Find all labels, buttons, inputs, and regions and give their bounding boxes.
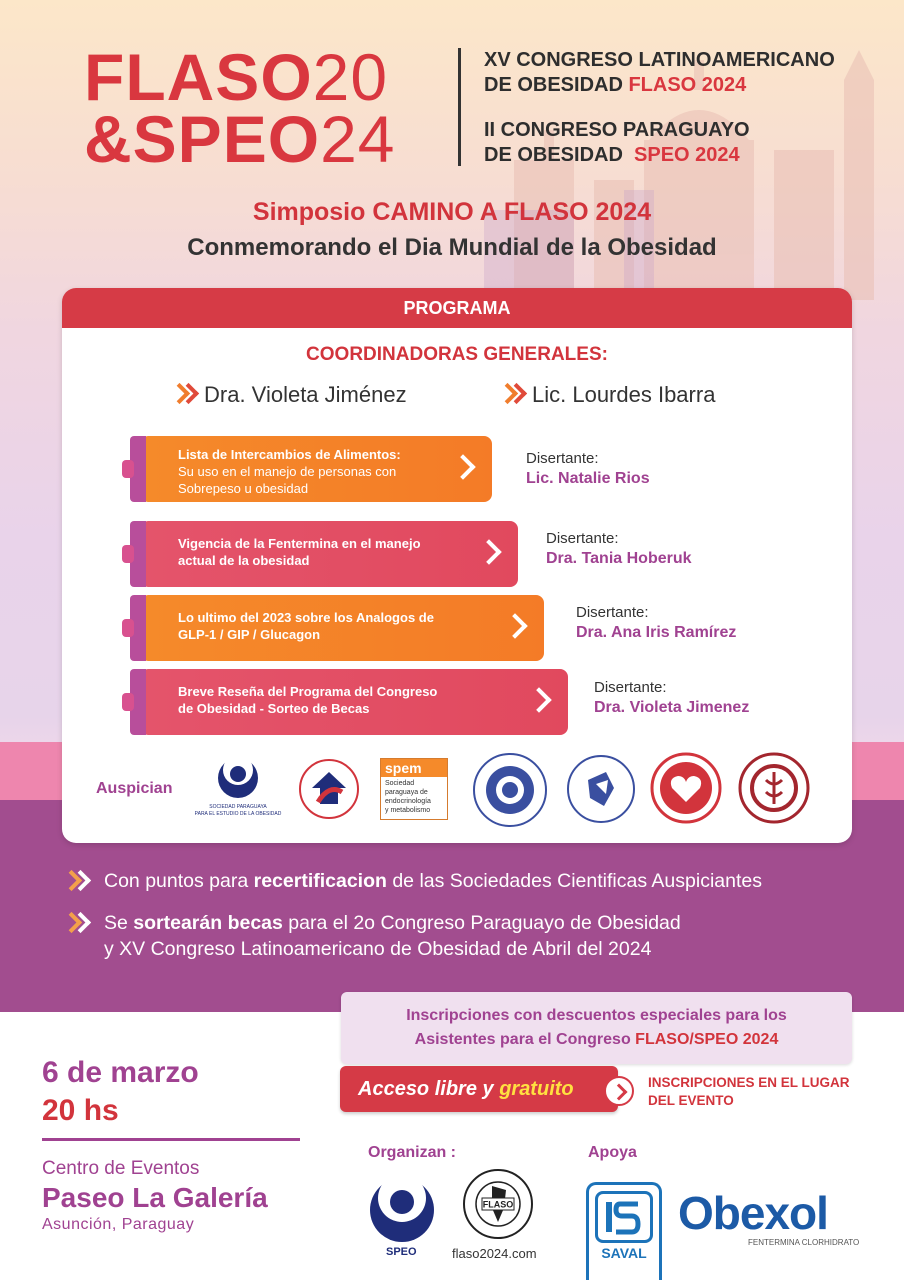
chevron-right-icon (506, 613, 532, 643)
logo-number-20: 20 (312, 40, 389, 114)
speaker-3 (576, 604, 736, 642)
speaker-1 (526, 450, 650, 488)
organizan-label: Organizan : (368, 1144, 457, 1161)
flaso-logo-line (84, 40, 389, 114)
flaso-website: flaso2024.com (452, 1246, 537, 1261)
disertante-label: Disertante: (576, 604, 649, 621)
topic-4-title-line1: Breve Reseña del Programa del Congreso (178, 684, 438, 699)
congress-flaso-line2 (484, 73, 835, 98)
disertante-label: Disertante: (526, 450, 599, 467)
coordinadoras-title: COORDINADORAS GENERALES: (306, 344, 608, 365)
topic-1 (144, 436, 492, 502)
bullet-recertificacion (64, 868, 762, 894)
flaso-organizer-seal-logo (462, 1168, 534, 1240)
flaso-badge-text: FLASO (482, 1199, 514, 1210)
chevron-right-icon (64, 870, 88, 894)
spo-line1: SOCIEDAD PARAGUAYA (209, 804, 267, 810)
topic-1-subtitle-line2: Sobrepeso u obesidad (178, 481, 309, 496)
spo-sponsor-logo (190, 756, 286, 826)
inscripciones-line2-prefix: Asistentes para el Congreso (414, 1031, 636, 1048)
chevron-right-icon (480, 539, 506, 569)
nutricion-society-seal-logo (566, 754, 636, 824)
congress-flaso-line1: XV CONGRESO LATINOAMERICANO (484, 49, 835, 71)
bullet-2-line2: y XV Congreso Latinoamericano de Obesidad de Abril del 2024 (104, 938, 652, 960)
venue-divider (42, 1138, 300, 1141)
spem-line4: y metabolismo (385, 807, 431, 814)
simposio-title: Simposio CAMINO A FLASO 2024 (252, 198, 652, 226)
event-time: 20 hs (42, 1094, 119, 1127)
acceso-highlight: gratuito (499, 1078, 574, 1100)
auspician-label: Auspician (96, 780, 173, 797)
obexol-subtitle: FENTERMINA CLORHIDRATO (748, 1238, 860, 1247)
topic-3-title-line1: Lo ultimo del 2023 sobre los Analogos de (178, 610, 434, 625)
speaker-1-name: Lic. Natalie Rios (526, 470, 650, 487)
conmemorando-subtitle: Conmemorando el Dia Mundial de la Obesidad (187, 234, 717, 261)
graduados-nutricion-seal-logo (738, 752, 810, 824)
event-datetime (42, 1054, 199, 1130)
topic-tab (130, 669, 146, 735)
chevron-right-icon (454, 454, 480, 484)
disertante-label: Disertante: (546, 530, 619, 547)
spem-text-logo (380, 758, 448, 820)
acceso-prefix: Acceso libre y (358, 1078, 500, 1100)
topic-tab (130, 521, 146, 587)
congress-speo-line2 (484, 143, 750, 168)
coordinadora-2-name: Lic. Lourdes Ibarra (532, 382, 716, 407)
chevron-right-icon (530, 687, 556, 717)
coordinadora-2 (500, 382, 715, 408)
saval-label: SAVAL (601, 1245, 647, 1261)
topic-2-title-line1: Vigencia de la Fentermina en el manejo (178, 536, 421, 551)
coordinadora-1 (172, 382, 407, 408)
speaker-2 (546, 530, 692, 568)
header-divider (458, 48, 461, 166)
bullet-2-prefix: Se (104, 912, 134, 934)
speaker-2-name: Dra. Tania Hoberuk (546, 550, 692, 567)
congress-speo-highlight: SPEO 2024 (634, 144, 740, 166)
congress-flaso-prefix: DE OBESIDAD (484, 74, 623, 96)
spem-badge: spem (381, 759, 447, 777)
venue-name: Paseo La Galería (42, 1182, 268, 1213)
inscripciones-line1: Inscripciones con descuentos especiales para los (406, 1007, 787, 1024)
programa-header: PROGRAMA (62, 288, 852, 328)
logo-word-speo: &SPEO (84, 102, 321, 176)
disertante-label: Disertante: (594, 679, 667, 696)
inscripciones-lugar-line2: DEL EVENTO (648, 1093, 734, 1108)
spo-line2: PARA EL ESTUDIO DE LA OBESIDAD (194, 811, 282, 817)
spem-line3: endocrinología (385, 798, 431, 805)
congress-flaso-title (484, 48, 835, 98)
venue-city: Asunción, Paraguay (42, 1216, 195, 1233)
spem-line2: paraguaya de (385, 789, 428, 796)
bullet-2-bold: sortearán becas (133, 912, 283, 934)
inscripciones-lugar (648, 1074, 868, 1110)
chevron-right-icon (500, 383, 524, 407)
saval-logo (586, 1182, 662, 1280)
topic-tab (130, 595, 146, 661)
bullet-becas (64, 910, 681, 962)
chevron-right-icon (64, 912, 88, 936)
chevron-right-icon (172, 383, 196, 407)
speo-organizer-logo (366, 1172, 438, 1244)
inscripciones-line2-highlight: FLASO/SPEO 2024 (635, 1031, 779, 1048)
inscripciones-discount-box (341, 992, 852, 1064)
topic-1-subtitle-line1: Su uso en el manejo de personas con (178, 464, 397, 479)
programa-card (62, 288, 852, 843)
speaker-4-name: Dra. Violeta Jimenez (594, 699, 750, 716)
congress-speo-line1: II CONGRESO PARAGUAYO (484, 119, 750, 141)
heart-society-seal-logo (650, 752, 722, 824)
bullet-1-prefix: Con puntos para (104, 870, 254, 892)
topic-3-title-line2: GLP-1 / GIP / Glucagon (178, 627, 321, 642)
bullet-1-suffix: de las Sociedades Cientificas Auspiciantes (386, 870, 762, 892)
speo-logo-line (84, 102, 396, 176)
logo-word-flaso: FLASO (84, 40, 313, 114)
bullet-2-suffix: para el 2o Congreso Paraguayo de Obesidad (282, 912, 681, 934)
topic-1-title: Lista de Intercambios de Alimentos: (178, 447, 401, 462)
speo-label: SPEO (386, 1246, 417, 1258)
topic-2 (144, 521, 518, 587)
coordinadora-1-name: Dra. Violeta Jiménez (204, 382, 407, 407)
congress-speo-title (484, 118, 750, 168)
obexol-logo: Obexol (678, 1187, 828, 1239)
inscripciones-lugar-line1: INSCRIPCIONES EN EL LUGAR (648, 1075, 850, 1090)
arrow-right-circle-icon (604, 1076, 634, 1106)
speaker-3-name: Dra. Ana Iris Ramírez (576, 624, 737, 641)
acceso-libre-banner (340, 1066, 618, 1112)
logo-number-24: 24 (320, 102, 396, 176)
topic-3 (144, 595, 544, 661)
congress-speo-prefix: DE OBESIDAD (484, 144, 623, 166)
bullet-1-bold: recertificacion (253, 870, 387, 892)
topic-2-title-line2: actual de la obesidad (178, 553, 310, 568)
spem-line1: Sociedad (385, 780, 415, 787)
topic-4 (144, 669, 568, 735)
congress-flaso-highlight: FLASO 2024 (628, 74, 747, 96)
topic-4-title-line2: de Obesidad - Sorteo de Becas (178, 701, 370, 716)
nutrition-association-seal-logo (472, 752, 548, 828)
venue-prefix: Centro de Eventos (42, 1158, 200, 1179)
speaker-4 (594, 679, 749, 717)
topic-tab (130, 436, 146, 502)
spem-sponsor-seal-logo (298, 758, 360, 820)
event-date: 6 de marzo (42, 1056, 199, 1089)
saval-emblem-icon (595, 1191, 653, 1243)
apoya-label: Apoya (588, 1144, 637, 1161)
